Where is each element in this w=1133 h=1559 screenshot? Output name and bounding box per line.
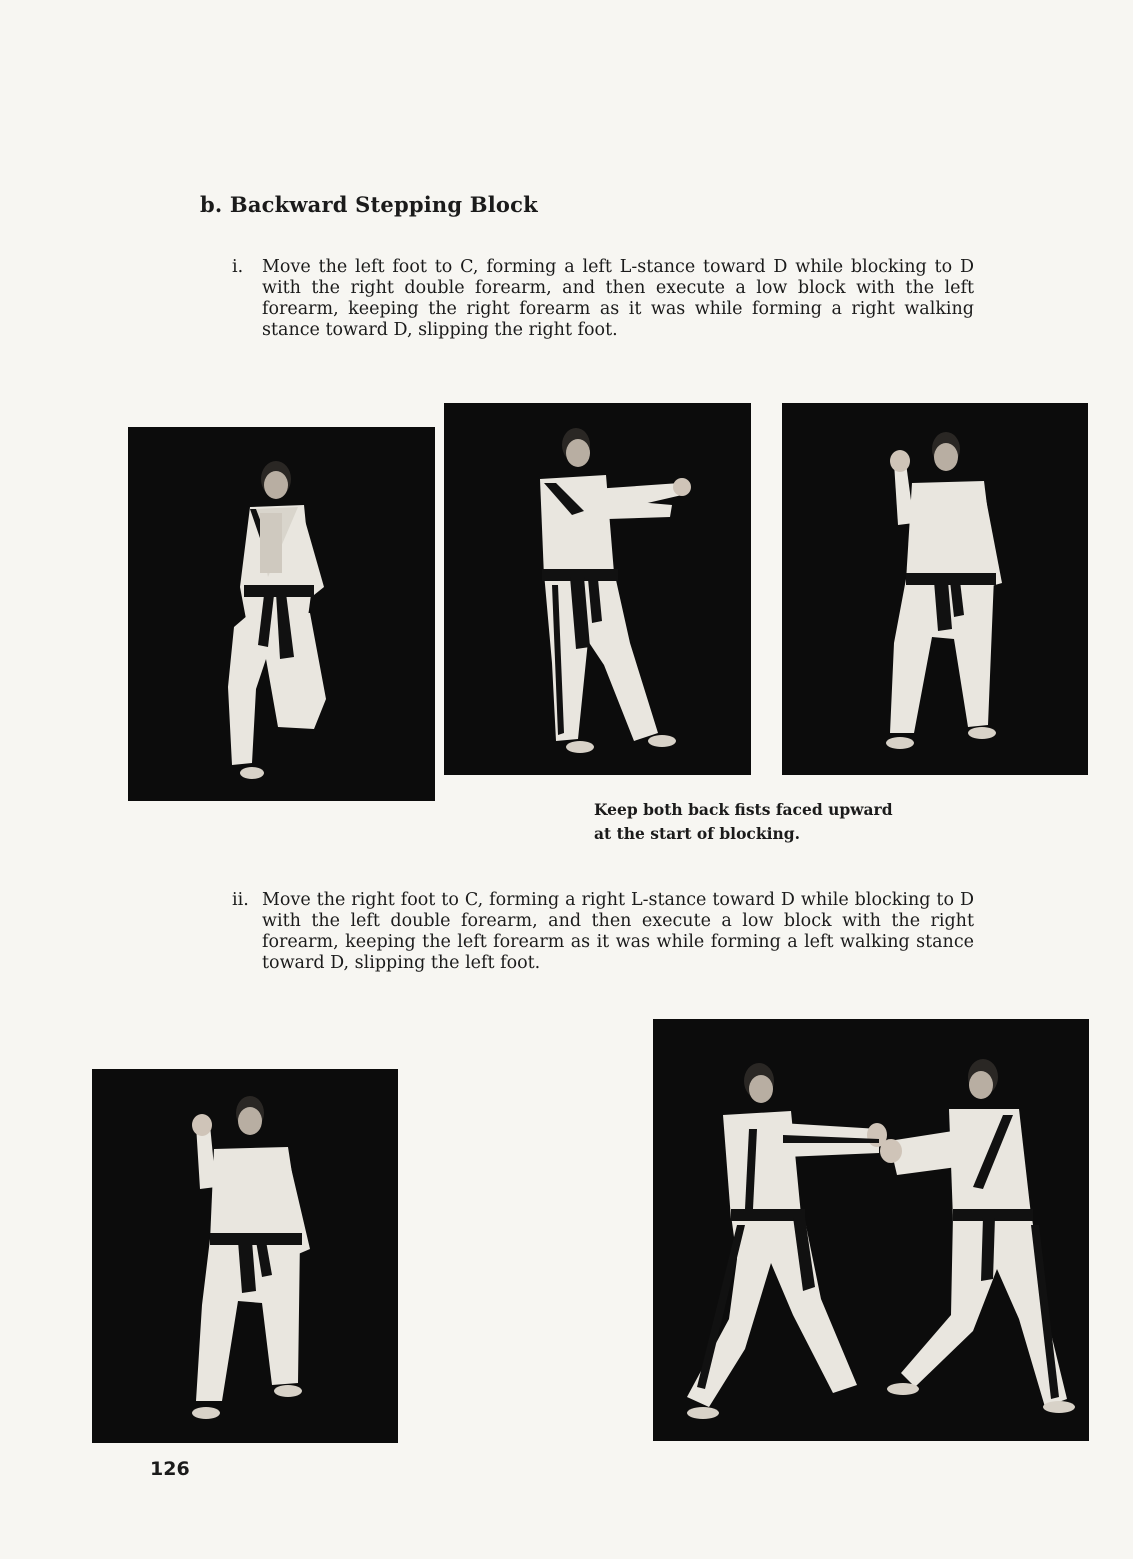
martial-artist-photo-icon xyxy=(782,403,1088,775)
step-text: Move the left foot to C, forming a left L-stance toward D while blocking to D with the right double forearm, and then execute a low block with the left forearm, keeping the right forearm as it was while forming a right walking stance toward D, slipping the right foot. xyxy=(262,257,974,340)
step-text: Move the right foot to C, forming a right L-stance toward D while blocking to D with the left double forearm, and then execute a low block with the right forearm, keeping the left forearm as it was while forming a left walking stance toward D, slipping the left foot. xyxy=(262,890,974,973)
step-number: ii. xyxy=(232,890,249,910)
photo-front-view-raised-fist xyxy=(782,403,1088,775)
page-number: 126 xyxy=(150,1458,190,1480)
photo-side-view-block xyxy=(444,403,751,775)
instruction-step-ii xyxy=(232,890,974,974)
martial-artists-photo-icon xyxy=(653,1019,1089,1441)
martial-artist-photo-icon xyxy=(128,427,435,801)
photo-caption xyxy=(594,798,893,846)
martial-artist-photo-icon xyxy=(92,1069,398,1443)
photo-l-stance-block xyxy=(128,427,435,801)
caption-line-2: at the start of blocking. xyxy=(594,824,800,843)
step-number: i. xyxy=(232,257,244,277)
instruction-step-i xyxy=(232,257,974,341)
section-heading: b. Backward Stepping Block xyxy=(200,192,538,217)
photo-walking-stance-raised-fist xyxy=(92,1069,398,1443)
caption-line-1: Keep both back fists faced upward xyxy=(594,800,893,819)
photo-pair-application xyxy=(653,1019,1089,1441)
martial-artist-photo-icon xyxy=(444,403,751,775)
